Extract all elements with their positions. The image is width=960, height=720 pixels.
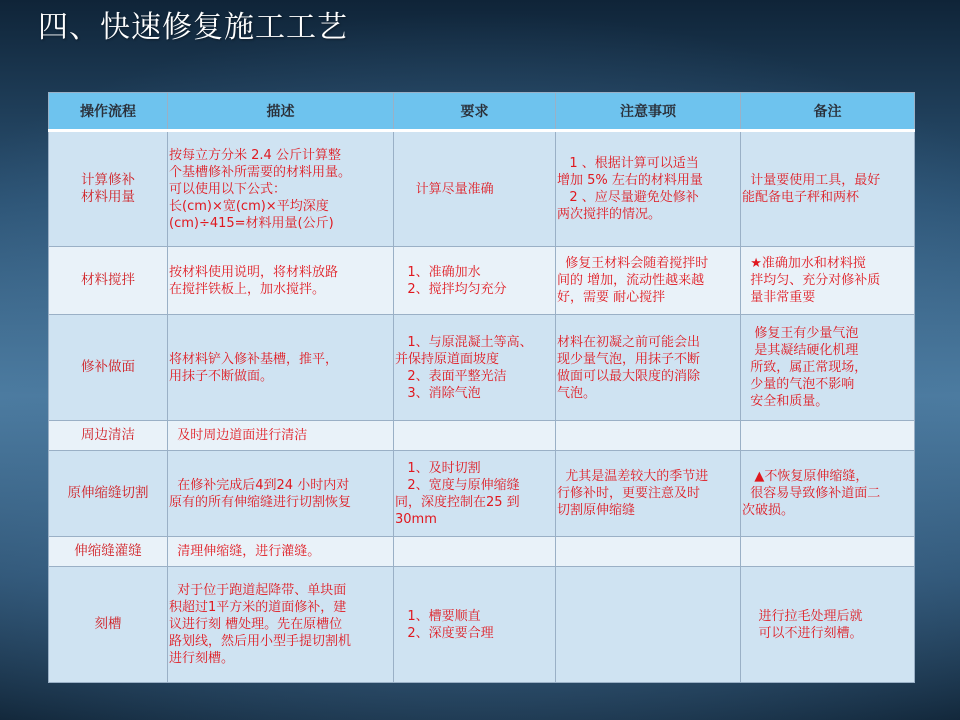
remarks-cell <box>741 131 915 247</box>
notes-cell <box>556 315 741 421</box>
requirement-cell <box>394 315 556 421</box>
remarks-cell <box>741 567 915 683</box>
step-cell <box>49 131 168 247</box>
remarks-text: ★准确加水和材料搅 拌均匀、充分对修补质 量非常重要 <box>750 256 881 305</box>
requirement-text: 计算尽量准确 <box>395 181 494 197</box>
step-text: 刻槽 <box>94 616 122 632</box>
requirement-text <box>394 550 555 554</box>
header-requirement: 要求 <box>394 93 556 131</box>
table-row <box>49 451 915 537</box>
header-remarks: 备注 <box>741 93 915 131</box>
notes-cell <box>556 537 741 567</box>
header-notes: 注意事项 <box>556 93 741 131</box>
requirement-text: 1、准确加水 2、搅拌均匀充分 <box>407 264 507 297</box>
remarks-text <box>741 550 914 554</box>
notes-text <box>556 550 740 554</box>
header-description: 描述 <box>168 93 394 131</box>
notes-text: 尤其是温差较大的季节进 行修补时，更要注意及时 切割原伸缩缝 <box>557 469 709 518</box>
table-row <box>49 567 915 683</box>
description-text: 按每立方分米 2.4 公斤计算整 个基槽修补所需要的材料用量。 可以使用以下公式： 长(cm)×宽(cm)×平均深度 (cm)÷415=材料用量(公斤) <box>169 147 352 231</box>
requirement-cell <box>394 537 556 567</box>
remarks-text: ▲不恢复原伸缩缝， 很容易导致修补道面二 次破损。 <box>742 469 881 518</box>
step-cell <box>49 421 168 451</box>
process-table <box>48 92 915 683</box>
step-cell <box>49 567 168 683</box>
table-row <box>49 247 915 315</box>
step-text: 伸缩缝灌缝 <box>74 543 142 559</box>
table-row <box>49 315 915 421</box>
description-cell <box>168 131 394 247</box>
notes-text: 修复王材料会随着搅拌时 间的 增加，流动性越来越 好，需要 耐心搅拌 <box>557 256 709 305</box>
table-row <box>49 537 915 567</box>
requirement-text: 1、槽要顺直 2、深度要合理 <box>407 608 494 641</box>
remarks-text: 进行拉毛处理后就 可以不进行刻槽。 <box>758 608 863 641</box>
description-cell <box>168 537 394 567</box>
notes-text: 1 、根据计算可以适当 增加 5% 左右的材料用量 2 、应尽量避免处修补 两次搅拌的情况。 <box>557 156 703 222</box>
remarks-text: 计量要使用工具，最好 能配备电子秤和两杯 <box>742 173 881 205</box>
description-text: 在修补完成后4到24 小时内对 原有的所有伸缩缝进行切割恢复 <box>169 477 352 510</box>
description-text: 清理伸缩缝，进行灌缝。 <box>169 544 321 559</box>
notes-cell <box>556 567 741 683</box>
remarks-cell <box>741 421 915 451</box>
step-cell <box>49 451 168 537</box>
requirement-cell <box>394 567 556 683</box>
step-text: 材料搅拌 <box>81 272 135 288</box>
step-text: 周边清洁 <box>81 427 135 443</box>
requirement-cell <box>394 421 556 451</box>
step-cell <box>49 537 168 567</box>
notes-text: 材料在初凝之前可能会出 现少量气泡，用抹子不断 做面可以最大限度的消除 气泡。 <box>557 334 701 401</box>
requirement-cell <box>394 247 556 315</box>
notes-text <box>556 623 740 627</box>
remarks-text <box>741 434 914 438</box>
requirement-text: 1、及时切割 2、宽度与原伸缩缝 同，深度控制在25 到 30mm <box>395 460 520 527</box>
step-cell <box>49 315 168 421</box>
notes-cell <box>556 247 741 315</box>
slide-title: 四、快速修复施工工艺 <box>38 10 348 45</box>
process-table-container <box>48 92 914 683</box>
step-text: 计算修补 材料用量 <box>81 172 135 205</box>
requirement-cell <box>394 131 556 247</box>
description-cell <box>168 315 394 421</box>
header-step: 操作流程 <box>49 93 168 131</box>
step-text: 修补做面 <box>81 359 135 375</box>
table-header-row <box>49 93 915 131</box>
description-cell <box>168 567 394 683</box>
notes-text <box>556 434 740 438</box>
description-text: 按材料使用说明，将材料放路 在搅拌铁板上，加水搅拌。 <box>169 264 339 297</box>
requirement-text: 1、与原混凝土等高、 并保持原道面坡度 2、表面平整光洁 3、消除气泡 <box>395 334 533 401</box>
description-cell <box>168 421 394 451</box>
description-text: 对于位于跑道起降带、单块面 积超过1平方米的道面修补，建 议进行刻 槽处理。先在原槽位 路划线，然后用小型手提切割机 进行刻槽。 <box>169 583 352 666</box>
notes-cell <box>556 131 741 247</box>
table-row <box>49 131 915 247</box>
remarks-cell <box>741 451 915 537</box>
remarks-text: 修复王有少量气泡 是其凝结硬化机理 所致，属正常现场， 少量的气泡不影响 安全和质量。 <box>750 326 868 409</box>
step-cell <box>49 247 168 315</box>
remarks-cell <box>741 247 915 315</box>
description-cell <box>168 247 394 315</box>
table-row <box>49 421 915 451</box>
remarks-cell <box>741 537 915 567</box>
description-cell <box>168 451 394 537</box>
description-text: 将材料铲入修补基槽，推平， 用抹子不断做面。 <box>169 351 339 384</box>
remarks-cell <box>741 315 915 421</box>
requirement-cell <box>394 451 556 537</box>
description-text: 及时周边道面进行清洁 <box>169 428 308 443</box>
step-text: 原伸缩缝切割 <box>67 485 149 501</box>
requirement-text <box>394 434 555 438</box>
notes-cell <box>556 451 741 537</box>
notes-cell <box>556 421 741 451</box>
